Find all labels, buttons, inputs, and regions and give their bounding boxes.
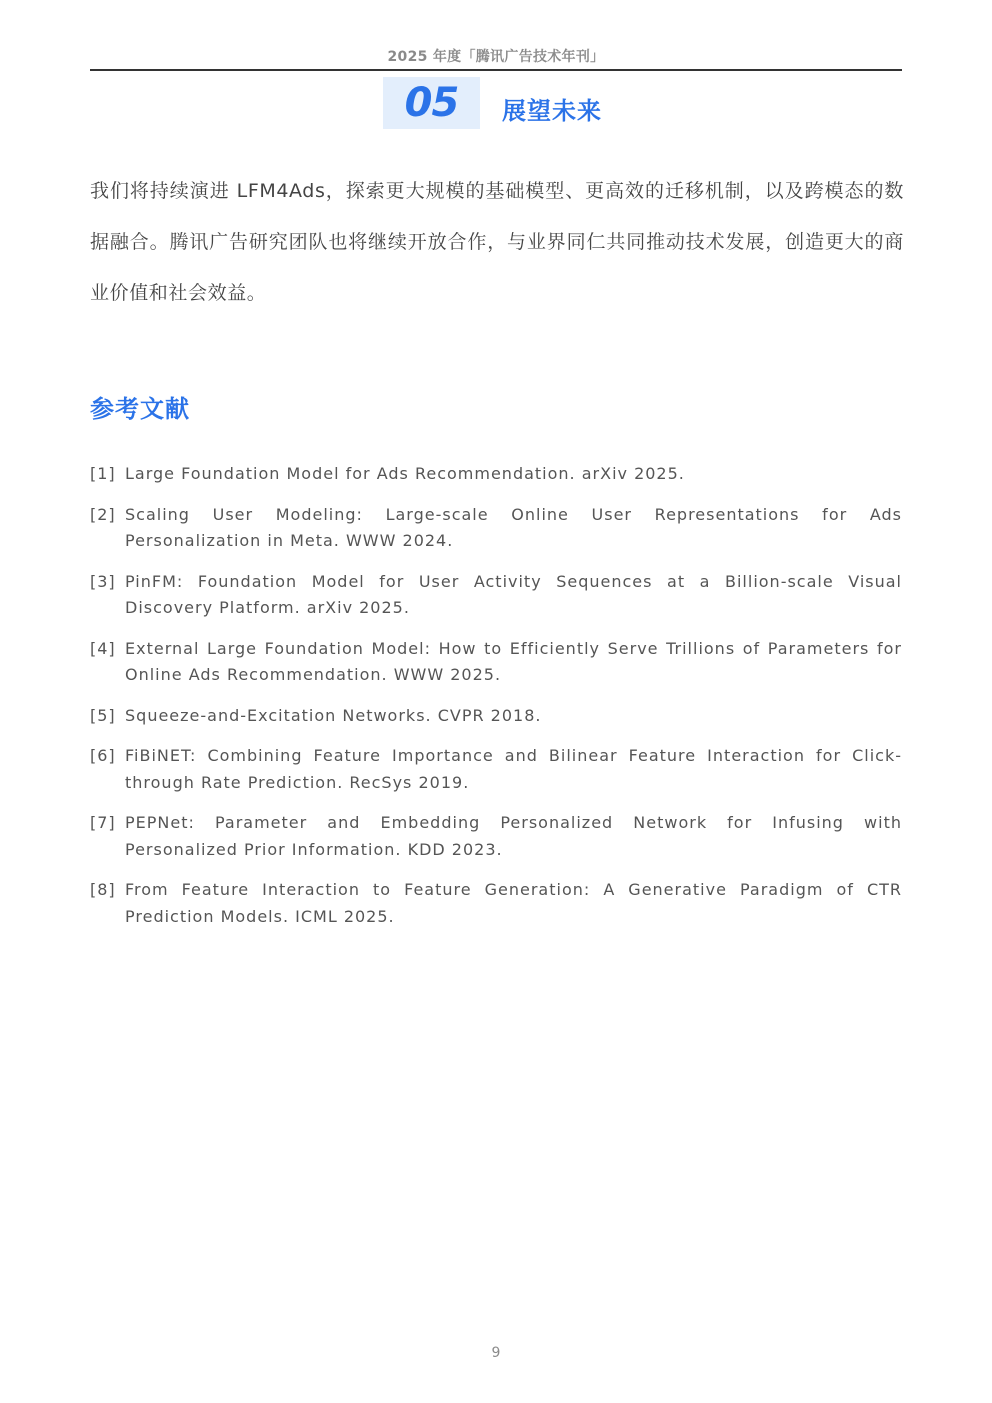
reference-text: Squeeze-and-Excitation Networks. CVPR 2018.: [125, 705, 542, 725]
reference-item: [90, 877, 902, 930]
reference-item: [90, 703, 902, 730]
reference-index: [4]: [90, 638, 116, 658]
reference-item: [90, 569, 902, 622]
reference-item: [90, 810, 902, 863]
section-heading: [383, 77, 602, 129]
section-number: 05: [404, 80, 459, 126]
running-header: 2025 年度「腾讯广告技术年刊」: [387, 49, 605, 65]
reference-index: [6]: [90, 746, 116, 765]
reference-text: PEPNet: Parameter and Embedding Personalized Network for Infusing with Personalized Prior Information. KDD 2023.: [125, 813, 902, 859]
section-number-badge: [383, 77, 480, 129]
reference-text: Large Foundation Model for Ads Recommendation. arXiv 2025.: [125, 464, 685, 483]
reference-index: [7]: [90, 813, 116, 832]
reference-text: External Large Foundation Model: How to Efficiently Serve Trillions of Parameters for Online Ads Recommendation. WWW 2025.: [125, 638, 902, 684]
reference-index: [8]: [90, 880, 116, 899]
reference-item: [90, 636, 902, 689]
reference-item: [90, 743, 902, 796]
reference-text: Scaling User Modeling: Large-scale Online User Representations for Ads Personalization in Meta. WWW 2024.: [125, 504, 902, 550]
reference-item: [90, 461, 902, 488]
outlook-paragraph: 我们将持续演进 LFM4Ads，探索更大规模的基础模型、更高效的迁移机制，以及跨模态的数据融合。腾讯广告研究团队也将继续开放合作，与业界同仁共同推动技术发展，创造更大的商业价值和社会效益。: [90, 180, 904, 304]
reference-index: [3]: [90, 571, 116, 591]
references-list: [90, 461, 902, 944]
reference-text: FiBiNET: Combining Feature Importance and Bilinear Feature Interaction for Click-through Rate Prediction. RecSys 2019.: [125, 746, 902, 792]
reference-index: [1]: [90, 464, 116, 483]
reference-item: [90, 502, 902, 555]
reference-text: PinFM: Foundation Model for User Activity Sequences at a Billion-scale Visual Discovery Platform. arXiv 2025.: [125, 571, 902, 617]
reference-index: [5]: [90, 705, 116, 725]
page-number: 9: [491, 1345, 501, 1361]
references-heading: 参考文献: [90, 395, 190, 423]
header-divider: [90, 69, 902, 71]
reference-text: From Feature Interaction to Feature Generation: A Generative Paradigm of CTR Prediction Models. ICML 2025.: [125, 880, 902, 926]
section-title: 展望未来: [502, 96, 602, 125]
reference-index: [2]: [90, 504, 116, 524]
